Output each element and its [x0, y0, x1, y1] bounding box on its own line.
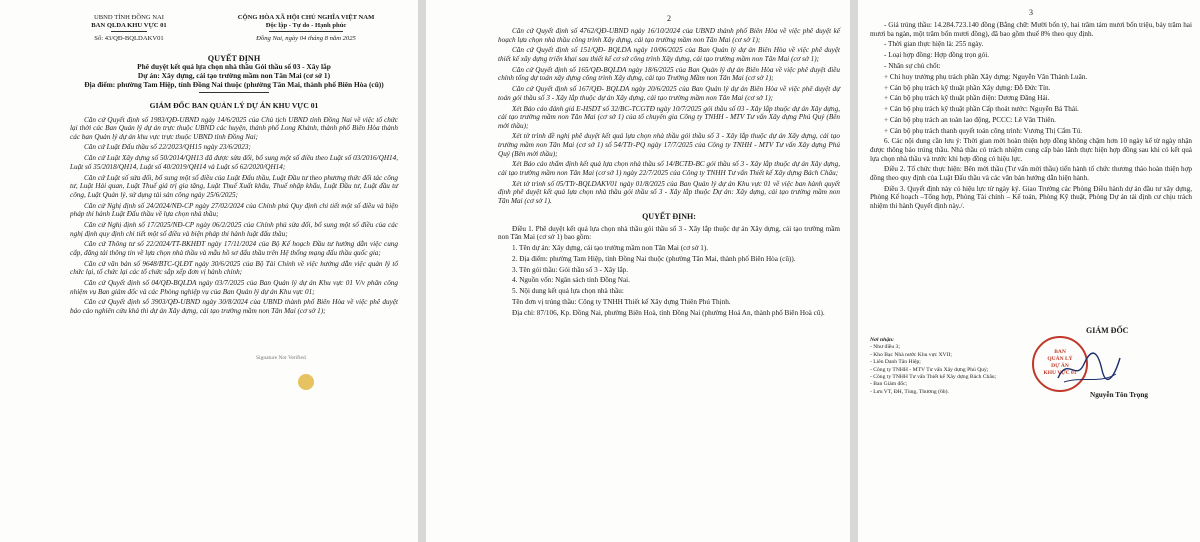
article-item: 3. Tên gói thầu: Gói thầu số 3 - Xây lắp.	[512, 265, 629, 274]
paragraph: Căn cứ Quyết định số 1983/QĐ-UBND ngày 14/6/2025 của Chủ tịch UBND tỉnh Đồng Nai về việc tổ chức lại thời các Ban Quản lý dự án trực thuộc UBND các huyện, thành phố Long Khánh, thành phố Biên Hòa thành các ban Quản lý dự án khu vực trực thuộc UBND tỉnh Đồng Nai;	[70, 115, 398, 141]
paragraph: + Cán bộ phụ trách an toàn lao động, PCCC: Lê Văn Thiên.	[884, 115, 1056, 124]
document-subtitle	[70, 63, 398, 92]
paragraph: - Nhân sự chủ chốt:	[884, 61, 941, 70]
motto-line: CỘNG HÒA XÃ HỘI CHỦ NGHĨA VIỆT NAM	[237, 14, 375, 21]
paragraph: Xét tờ trình đề nghị phê duyệt kết quả lựa chọn nhà thầu gói thầu số 3 - Xây lắp thuộc dự án Xây dựng, cải tạo trường mầm non Tân Mai (cơ sở 1) số 54/TTr-PQ ngày 17/7/2025 của Công ty TNHH - MTV Tư vấn Xây dựng Phú Quý (Bên mời thầu);	[498, 132, 840, 158]
subtitle-line: Dự án: Xây dựng, cải tạo trường mầm non Tân Mai (cơ sở 1)	[137, 70, 331, 80]
article-item: 4. Nguồn vốn: Ngân sách tỉnh Đồng Nai.	[512, 276, 630, 285]
motto-line: Độc lập - Tự do - Hạnh phúc	[265, 22, 347, 30]
paragraph: + Cán bộ phụ trách kỹ thuật phần Cấp thoát nước: Nguyễn Bá Thái.	[884, 105, 1079, 114]
national-motto	[214, 14, 398, 44]
paragraph: Căn cứ Thông tư số 22/2024/TT-BKHĐT ngày 17/11/2024 của Bộ Kế hoạch Đầu tư hướng dẫn việc cung cấp, đăng tải thông tin về lựa chọn nhà thầu và mẫu hồ sơ đấu thầu trên Hệ thống mạng đấu thầu quốc gia;	[70, 240, 398, 257]
page-number: 2	[667, 14, 671, 23]
paragraph: - Loại hợp đồng: Hợp đồng trọn gói.	[884, 51, 990, 60]
paragraph: Xét Báo cáo thẩm định kết quả lựa chọn nhà thầu số 14/BCTĐ-BC gói thầu số 3 - Xây lắp thuộc dự án Xây dựng, cải tạo trường mầm non Tân Mai (cơ sở 1) ngày 22/7/2025 của Công ty TNHH Tư vấn Thiết kế Xây dựng Bách Châu;	[498, 160, 840, 178]
paragraph: Căn cứ Quyết định số 4762/QĐ-UBND ngày 16/10/2024 của UBND thành phố Biên Hòa về việc phê duyệt kế hoạch lựa chọn nhà thầu công trình Xây dựng, cải tạo trường mầm non Tân Mai (cơ sở 1);	[498, 27, 840, 44]
legal-basis	[498, 27, 840, 206]
paragraph: Căn cứ văn bản số 9648/BTC-QLĐT ngày 30/6/2025 của Bộ Tài Chính về việc hướng dẫn việc quản lý tổ chức lại, tổ chức lại các tổ chức sắp xếp đơn vị hành chính;	[70, 259, 398, 277]
agency-line: BAN QLDA KHU VỰC 01	[91, 22, 167, 30]
document-number: Số: 43/QĐ-BQLDAKV01	[94, 35, 164, 43]
document-page-1	[0, 0, 418, 542]
stamp-text: KHU VỰC 01	[1043, 370, 1077, 376]
paragraph: - Thời gian thực hiện là: 255 ngày.	[884, 40, 984, 49]
paragraph: Căn cứ Luật Xây dựng số 50/2014/QH13 đã được sửa đổi, bổ sung một số điều theo Luật số 03/2016/QH14, Luật số 35/2018/QH14, Luật số 40/2019/QH14 và Luật số 62/2020/QH14;	[70, 154, 398, 171]
subtitle-line: Phê duyệt kết quả lựa chọn nhà thầu Gói thầu số 03 - Xây lắp	[137, 62, 331, 72]
article-1: Điều 1. Phê duyệt kết quả lựa chọn nhà thầu gói thầu số 3 - Xây lắp thuộc dự án Xây dựng, cải tạo trường mầm non Tân Mai (cơ sở 1) bao gồm:	[498, 224, 840, 242]
paragraph: Căn cứ Quyết định số 167/QĐ- BQLDA ngày 20/6/2025 của Ban Quản lý dự án Biên Hòa về việc phê duyệt dự toán gói thầu số 3 - Xây lắp thuộc dự án Xây dựng, cải tạo trường mầm non Tân Mai (cơ sở 1);	[498, 85, 840, 102]
article-item: Địa chỉ: 87/106, Kp. Đồng Nai, phường Biên Hoà, tỉnh Đồng Nai (phường Hoá An, thành phố Biên Hoà cũ).	[512, 308, 825, 317]
handwritten-signature	[1054, 348, 1124, 388]
document-page-2	[426, 0, 850, 542]
paragraph: Căn cứ Quyết định số 151/QĐ- BQLDA ngày 10/06/2025 của Ban Quản lý dự án Biên Hòa về việc phê duyệt thiết kế xây dựng triển khai sau thiết kế cơ sở công trình Xây dựng, cải tạo trường mầm non Tân Mai (cơ sở 1);	[498, 46, 840, 63]
paragraph: Căn cứ Quyết định số 3903/QĐ-UBND ngày 30/8/2024 của UBND thành phố Biên Hòa về việc phê duyệt báo cáo nghiên cứu khả thi dự án Xây dựng, cải tạo trường mầm non Tân Mai (cơ sở 1);	[70, 298, 398, 316]
recipient: - Lưu VT, ĐH, Tùng, Thương (6b).	[870, 388, 949, 395]
article-item: 2. Địa điểm: phường Tam Hiệp, tỉnh Đồng Nai thuộc (phường Tân Mai, thành phố Biên Hòa (cũ)).	[512, 254, 796, 263]
paragraph: + Chỉ huy trưởng phụ trách phần Xây dựng: Nguyễn Văn Thành Luân.	[884, 72, 1088, 81]
paragraph: Căn cứ Luật số sửa đổi, bổ sung một số điều của Luật Đấu thầu, Luật Đầu tư theo phương thức đối tác công tư, Luật Hải quan, Luật Thuế giá trị gia tăng, Luật Thuế Xuất khẩu, Thuế nhập khẩu, Luật Đầu tư, Luật đầu tư công, Luật Quản lý, sử dụng tài sản công ngày 25/6/2025;	[70, 173, 398, 199]
paragraph: Căn cứ Luật Đấu thầu số 22/2023/QH15 ngày 23/6/2023;	[84, 143, 251, 152]
stamp-text: DỰ ÁN	[1051, 363, 1069, 369]
paragraph: Căn cứ Quyết định số 04/QĐ-BQLDA ngày 03/7/2025 của Ban Quản lý dự án Khu vực 01 V/v phân công nhiệm vụ Ban giám đốc và các Phòng nghiệp vụ của Ban Quản lý dự án Khu vực 01;	[70, 279, 398, 296]
legal-basis	[70, 116, 398, 316]
article-2: Điều 2. Tổ chức thực hiện: Bên mời thầu (Tư vấn mời thầu) tiến hành tổ chức thương thảo hoàn thiện hợp đồng theo quy định của Luật Đấu thầu và các văn bản hướng dẫn hiện hành.	[870, 165, 1192, 182]
article-item: Tên đơn vị trúng thầu: Công ty TNHH Thiết kế Xây dựng Thiên Phú Thịnh.	[512, 297, 731, 306]
paragraph: + Cán bộ phụ trách kỹ thuật phần điện: Dương Đăng Hải.	[884, 94, 1050, 103]
paragraph: Xét tờ trình số 05/TTr-BQLDAKV01 ngày 01/8/2025 của Ban Quản lý dự án Khu vực 01 về việc ban hành quyết định phê duyệt kết quả lựa chọn nhà thầu gói thầu số 3 - Xây lắp thuộc Dự án: Xây dựng, cải tạo trường mầm non Tân Mai (cơ sở 1).	[498, 179, 840, 205]
paragraph: Xét Báo cáo đánh giá E-HSDT số 32/BC-TCGTĐ ngày 10/7/2025 gói thầu số 03 - Xây lắp thuộc dự án Xây dựng, cải tạo trường mầm non Tân Mai (cơ sở 1) của tổ chuyên gia Công ty TNHH - MTV Tư vấn Xây dựng Phú Quý (Bên mời thầu);	[498, 104, 840, 130]
article-item: 5. Nội dung kết quả lựa chọn nhà thầu:	[512, 287, 624, 296]
document-page-3	[858, 0, 1200, 542]
article-3: Điều 3. Quyết định này có hiệu lực từ ngày ký. Giao Trưởng các Phòng Điều hành dự án đầu tư xây dựng, Phòng Kế hoạch –Tổng hợp, Phòng Tài chính – Kế toán, Phòng Kỹ thuật, Phòng Dự án tái định cư chịu trách nhiệm thi hành Quyết định này./.	[870, 184, 1192, 210]
document-date: Đồng Nai, ngày 04 tháng 8 năm 2025	[256, 35, 356, 43]
recipient: - Công ty TNHH - MTV Tư vấn Xây dựng Phú Quý;	[870, 366, 989, 373]
decision-heading: QUYẾT ĐỊNH:	[642, 211, 696, 221]
subtitle-line: Địa điểm: phường Tam Hiệp, tỉnh Đồng Nai thuộc (phường Tân Mai, thành phố Biên Hòa (cũ))	[84, 79, 384, 89]
paragraph: Căn cứ Nghị định số 24/2024/NĐ-CP ngày 27/02/2024 của Chính phủ Quy định chi tiết một số điều và biện pháp thi hành Luật Đấu thầu về lựa chọn nhà thầu;	[70, 201, 398, 219]
signer-name: Nguyễn Tôn Trọng	[1090, 391, 1148, 399]
paragraph: 6. Các nội dung cần lưu ý: Thời gian mời hoàn thiện hợp đồng không chậm hơn 10 ngày kể từ ngày nhận được thông báo trúng thầu. Nhà thầu có trách nhiệm cung cấp bảo lãnh thực hiện hợp đồng sau khi có kết quả lựa chọn nhà thầu và trước khi hợp đồng có hiệu lực.	[870, 137, 1192, 163]
verification-mark-icon	[298, 374, 314, 390]
signer-title: GIÁM ĐỐC	[1086, 326, 1129, 335]
page-number: 3	[1029, 8, 1033, 17]
paragraph: - Giá trúng thầu: 14.284.723.140 đồng (Bằng chữ: Mười bốn tỷ, hai trăm tám mươi bốn triệu, bảy trăm hai mươi ba ngàn, một trăm bốn mươi đồng), đã bao gồm thuế 8% theo quy định.	[870, 21, 1192, 38]
recipient: - Công ty TNHH Tư vấn Thiết kế Xây dựng Bách Châu;	[870, 374, 997, 381]
recipient: - Như điều 3;	[870, 344, 900, 351]
recipients-list	[870, 337, 1040, 396]
page-header	[70, 14, 398, 44]
recipient: - Liên Danh Tân Hiệp;	[870, 359, 921, 366]
signature-tag: Signature Not Verified	[256, 355, 306, 361]
paragraph: Căn cứ Quyết định số 165/QĐ-BQLDA ngày 18/6/2025 của Ban Quản lý dự án Biên Hòa về việc phê duyệt điều chỉnh tổng dự toán xây dựng công trình Xây dựng, cải tạo Trường Mầm non Tân Mai (cơ sở 1);	[498, 65, 840, 83]
issuing-agency	[70, 14, 188, 44]
stamp-text: QUẢN LÝ	[1047, 356, 1073, 362]
agency-line: UBND TỈNH ĐỒNG NAI	[93, 14, 165, 21]
decision-articles	[498, 225, 840, 318]
paragraph: + Cán bộ phụ trách kỹ thuật phần Xây dựng: Đỗ Đức Tín.	[884, 83, 1051, 92]
recipient: - Ban Giám đốc;	[870, 381, 908, 388]
authority-heading: GIÁM ĐỐC BAN QUẢN LÝ DỰ ÁN KHU VỰC 01	[149, 100, 319, 110]
decision-details	[870, 21, 1192, 211]
document-title: QUYẾT ĐỊNH	[207, 53, 261, 63]
recipient: - Kho Bạc Nhà nước Khu vực XVII;	[870, 351, 952, 358]
stamp-text: BAN	[1054, 349, 1066, 355]
paragraph: + Cán bộ phụ trách thanh quyết toán công trình: Vương Thị Cẩm Tú.	[884, 126, 1083, 135]
paragraph: Căn cứ Nghị định số 17/2025/NĐ-CP ngày 06/2/2025 của Chính phủ sửa đổi, bổ sung một số điều của các nghị định quy định chi tiết một số điều và biện pháp thi hành luật đấu thầu;	[70, 220, 398, 238]
article-item: 1. Tên dự án: Xây dựng, cải tạo trường mầm non Tân Mai (cơ sở 1).	[512, 243, 709, 252]
recipients-heading: Nơi nhận:	[870, 337, 894, 343]
